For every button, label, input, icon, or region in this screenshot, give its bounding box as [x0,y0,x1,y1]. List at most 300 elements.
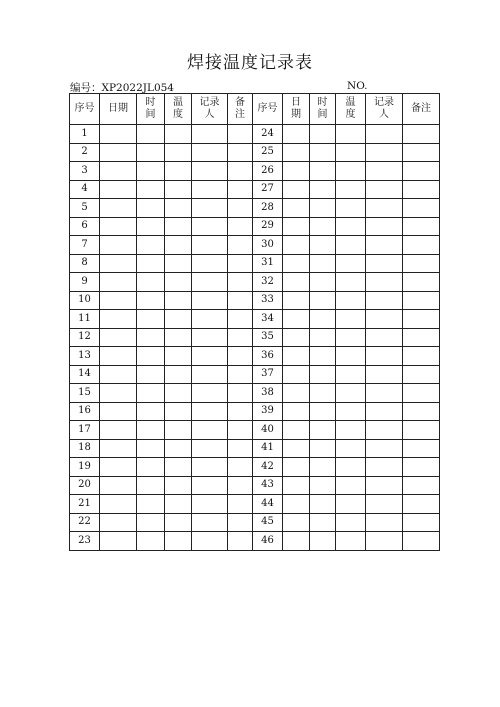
temperature-record-table [69,93,440,551]
temperature-cell[interactable] [336,254,366,273]
header-label: 温 [173,97,183,108]
temperature-cell[interactable] [336,532,366,551]
time-cell[interactable] [137,532,165,551]
time-cell[interactable] [137,384,165,403]
date-cell[interactable] [100,180,137,199]
date-cell[interactable] [100,273,137,292]
remarks-cell[interactable] [228,310,253,329]
remarks-cell[interactable] [228,199,253,218]
temperature-cell[interactable] [336,458,366,477]
time-cell[interactable] [310,162,336,181]
temperature-cell[interactable] [165,125,192,144]
date-cell[interactable] [100,439,137,458]
seq-number-cell: 41 [253,439,283,458]
temperature-cell[interactable] [165,254,192,273]
remarks-cell[interactable] [403,125,440,144]
recorder-cell[interactable] [192,273,228,292]
header-label: 序号 [257,103,278,114]
date-cell[interactable] [100,347,137,366]
seq-number-cell: 12 [70,328,100,347]
seq-number-cell: 35 [253,328,283,347]
remarks-cell[interactable] [403,421,440,440]
time-cell[interactable] [310,384,336,403]
remarks-cell[interactable] [403,236,440,255]
seq-number-cell: 44 [253,495,283,514]
remarks-cell[interactable] [403,199,440,218]
date-cell[interactable] [100,458,137,477]
remarks-cell[interactable] [228,291,253,310]
temperature-cell[interactable] [165,310,192,329]
table-row [70,217,440,236]
remarks-cell[interactable] [403,254,440,273]
remarks-cell[interactable] [228,532,253,551]
remarks-cell[interactable] [403,439,440,458]
remarks-cell[interactable] [403,458,440,477]
header-remarks-2 [403,94,440,125]
temperature-cell[interactable] [165,421,192,440]
table-row [70,495,440,514]
remarks-cell[interactable] [403,532,440,551]
document-number-label: NO. [347,80,368,92]
time-cell[interactable] [137,495,165,514]
temperature-cell[interactable] [165,402,192,421]
temperature-cell[interactable] [165,180,192,199]
remarks-cell[interactable] [403,291,440,310]
seq-number-cell: 7 [70,236,100,255]
date-cell[interactable] [283,162,310,181]
temperature-cell[interactable] [336,273,366,292]
temperature-cell[interactable] [336,217,366,236]
date-cell[interactable] [283,495,310,514]
seq-number-cell: 8 [70,254,100,273]
remarks-cell[interactable] [228,476,253,495]
recorder-cell[interactable] [366,384,403,403]
seq-number-cell: 6 [70,217,100,236]
time-cell[interactable] [310,365,336,384]
time-cell[interactable] [310,180,336,199]
time-cell[interactable] [137,402,165,421]
temperature-cell[interactable] [336,236,366,255]
seq-number-cell: 20 [70,476,100,495]
recorder-cell[interactable] [366,143,403,162]
date-cell[interactable] [283,439,310,458]
recorder-cell[interactable] [192,532,228,551]
temperature-cell[interactable] [165,217,192,236]
temperature-cell[interactable] [165,328,192,347]
recorder-cell[interactable] [366,273,403,292]
date-cell[interactable] [283,254,310,273]
remarks-cell[interactable] [228,180,253,199]
remarks-cell[interactable] [403,273,440,292]
table-row [70,236,440,255]
remarks-cell[interactable] [403,513,440,532]
date-cell[interactable] [283,421,310,440]
time-cell[interactable] [310,421,336,440]
header-temperature [165,94,192,125]
date-cell[interactable] [283,347,310,366]
temperature-cell[interactable] [165,143,192,162]
seq-number-cell: 1 [70,125,100,144]
date-cell[interactable] [100,236,137,255]
seq-number-cell: 22 [70,513,100,532]
date-cell[interactable] [100,365,137,384]
temperature-cell[interactable] [336,476,366,495]
seq-number-cell: 2 [70,143,100,162]
recorder-cell[interactable] [192,162,228,181]
time-cell[interactable] [137,236,165,255]
header-label: 日期 [108,103,128,114]
recorder-cell[interactable] [192,495,228,514]
remarks-cell[interactable] [228,125,253,144]
table-row [70,347,440,366]
date-cell[interactable] [283,180,310,199]
remarks-cell[interactable] [228,217,253,236]
header-label: 人 [379,109,389,120]
header-recorder [192,94,228,125]
remarks-cell[interactable] [228,458,253,477]
seq-number-cell: 28 [253,199,283,218]
time-cell[interactable] [137,421,165,440]
table-row [70,328,440,347]
header-label: 间 [317,109,328,120]
recorder-cell[interactable] [192,402,228,421]
temperature-cell[interactable] [336,513,366,532]
time-cell[interactable] [310,402,336,421]
seq-number-cell: 42 [253,458,283,477]
date-cell[interactable] [100,384,137,403]
time-cell[interactable] [310,291,336,310]
time-cell[interactable] [137,310,165,329]
date-cell[interactable] [283,476,310,495]
seq-number-cell: 29 [253,217,283,236]
table-row [70,291,440,310]
date-cell[interactable] [283,532,310,551]
remarks-cell[interactable] [228,495,253,514]
date-cell[interactable] [100,310,137,329]
recorder-cell[interactable] [366,199,403,218]
date-cell[interactable] [100,532,137,551]
date-cell[interactable] [100,291,137,310]
time-cell[interactable] [137,199,165,218]
recorder-cell[interactable] [366,310,403,329]
time-cell[interactable] [137,328,165,347]
remarks-cell[interactable] [403,365,440,384]
time-cell[interactable] [137,458,165,477]
remarks-cell[interactable] [403,217,440,236]
seq-number-cell: 11 [70,310,100,329]
time-cell[interactable] [137,180,165,199]
time-cell[interactable] [137,162,165,181]
temperature-cell[interactable] [165,513,192,532]
date-cell[interactable] [283,365,310,384]
temperature-cell[interactable] [336,365,366,384]
recorder-cell[interactable] [366,402,403,421]
time-cell[interactable] [310,310,336,329]
temperature-cell[interactable] [165,495,192,514]
recorder-cell[interactable] [366,421,403,440]
recorder-cell[interactable] [192,143,228,162]
time-cell[interactable] [310,236,336,255]
seq-number-cell: 34 [253,310,283,329]
header-label: 间 [145,109,156,120]
seq-number-cell: 40 [253,421,283,440]
recorder-cell[interactable] [192,328,228,347]
recorder-cell[interactable] [366,365,403,384]
temperature-cell[interactable] [165,199,192,218]
time-cell[interactable] [137,254,165,273]
seq-number-cell: 18 [70,439,100,458]
recorder-cell[interactable] [366,458,403,477]
temperature-cell[interactable] [336,143,366,162]
date-cell[interactable] [100,513,137,532]
recorder-cell[interactable] [366,162,403,181]
remarks-cell[interactable] [403,310,440,329]
date-cell[interactable] [283,217,310,236]
seq-number-cell: 17 [70,421,100,440]
date-cell[interactable] [283,310,310,329]
remarks-cell[interactable] [228,162,253,181]
seq-number-cell: 13 [70,347,100,366]
recorder-cell[interactable] [366,476,403,495]
time-cell[interactable] [310,125,336,144]
remarks-cell[interactable] [228,143,253,162]
date-cell[interactable] [283,458,310,477]
remarks-cell[interactable] [228,328,253,347]
header-recorder-2 [366,94,403,125]
header-label: 人 [204,109,215,120]
time-cell[interactable] [310,439,336,458]
time-cell[interactable] [137,476,165,495]
seq-number-cell: 21 [70,495,100,514]
time-cell[interactable] [310,495,336,514]
time-cell[interactable] [310,328,336,347]
temperature-cell[interactable] [336,384,366,403]
remarks-cell[interactable] [403,402,440,421]
remarks-cell[interactable] [228,513,253,532]
recorder-cell[interactable] [192,347,228,366]
remarks-cell[interactable] [403,495,440,514]
recorder-cell[interactable] [192,458,228,477]
time-cell[interactable] [310,476,336,495]
recorder-cell[interactable] [366,347,403,366]
temperature-cell[interactable] [165,532,192,551]
temperature-cell[interactable] [165,291,192,310]
remarks-cell[interactable] [228,365,253,384]
date-cell[interactable] [283,291,310,310]
time-cell[interactable] [137,365,165,384]
remarks-cell[interactable] [228,421,253,440]
remarks-cell[interactable] [403,384,440,403]
recorder-cell[interactable] [192,180,228,199]
recorder-cell[interactable] [366,439,403,458]
recorder-cell[interactable] [192,291,228,310]
date-cell[interactable] [283,143,310,162]
temperature-cell[interactable] [336,180,366,199]
seq-number-cell: 23 [70,532,100,551]
table-row [70,162,440,181]
seq-number-cell: 33 [253,291,283,310]
remarks-cell[interactable] [228,236,253,255]
table-row [70,199,440,218]
temperature-cell[interactable] [165,439,192,458]
seq-number-cell: 43 [253,476,283,495]
table-header-row [70,94,440,125]
recorder-cell[interactable] [366,532,403,551]
date-cell[interactable] [100,476,137,495]
recorder-cell[interactable] [192,513,228,532]
remarks-cell[interactable] [403,180,440,199]
date-cell[interactable] [283,273,310,292]
recorder-cell[interactable] [192,217,228,236]
temperature-cell[interactable] [165,273,192,292]
table-row [70,384,440,403]
date-cell[interactable] [100,421,137,440]
recorder-cell[interactable] [192,365,228,384]
recorder-cell[interactable] [192,476,228,495]
time-cell[interactable] [310,347,336,366]
temperature-cell[interactable] [165,236,192,255]
recorder-cell[interactable] [192,439,228,458]
time-cell[interactable] [310,143,336,162]
date-cell[interactable] [100,162,137,181]
temperature-cell[interactable] [165,476,192,495]
recorder-cell[interactable] [192,236,228,255]
remarks-cell[interactable] [228,273,253,292]
recorder-cell[interactable] [366,236,403,255]
date-cell[interactable] [283,236,310,255]
time-cell[interactable] [137,439,165,458]
temperature-cell[interactable] [336,328,366,347]
header-label: 记录 [374,97,394,108]
temperature-cell[interactable] [336,162,366,181]
seq-number-cell: 39 [253,402,283,421]
header-label: 记录 [199,97,220,108]
table-row [70,402,440,421]
temperature-cell[interactable] [165,365,192,384]
time-cell[interactable] [310,199,336,218]
remarks-cell[interactable] [228,347,253,366]
date-cell[interactable] [100,199,137,218]
time-cell[interactable] [137,347,165,366]
remarks-cell[interactable] [403,328,440,347]
date-cell[interactable] [283,199,310,218]
date-cell[interactable] [100,143,137,162]
table-row [70,310,440,329]
recorder-cell[interactable] [366,254,403,273]
table-row [70,476,440,495]
date-cell[interactable] [100,328,137,347]
date-cell[interactable] [283,513,310,532]
temperature-cell[interactable] [336,402,366,421]
recorder-cell[interactable] [192,384,228,403]
table-row [70,125,440,144]
time-cell[interactable] [137,273,165,292]
temperature-cell[interactable] [165,347,192,366]
time-cell[interactable] [310,254,336,273]
temperature-cell[interactable] [336,291,366,310]
header-label: 期 [291,109,301,120]
header-label: 序号 [74,103,95,114]
header-label: 度 [345,109,356,120]
temperature-cell[interactable] [165,162,192,181]
temperature-cell[interactable] [336,199,366,218]
time-cell[interactable] [310,532,336,551]
remarks-cell[interactable] [228,254,253,273]
recorder-cell[interactable] [366,328,403,347]
seq-number-cell: 45 [253,513,283,532]
recorder-cell[interactable] [366,125,403,144]
date-cell[interactable] [100,217,137,236]
temperature-cell[interactable] [336,310,366,329]
temperature-cell[interactable] [336,125,366,144]
time-cell[interactable] [310,458,336,477]
time-cell[interactable] [137,291,165,310]
temperature-cell[interactable] [165,384,192,403]
table-row [70,421,440,440]
temperature-cell[interactable] [336,421,366,440]
time-cell[interactable] [310,217,336,236]
recorder-cell[interactable] [192,310,228,329]
recorder-cell[interactable] [192,254,228,273]
recorder-cell[interactable] [192,199,228,218]
seq-number-cell: 26 [253,162,283,181]
table-row [70,254,440,273]
time-cell[interactable] [310,513,336,532]
remarks-cell[interactable] [403,476,440,495]
recorder-cell[interactable] [192,125,228,144]
header-date-2 [283,94,310,125]
header-label: 度 [173,109,183,120]
recorder-cell[interactable] [366,217,403,236]
temperature-cell[interactable] [336,439,366,458]
recorder-cell[interactable] [366,291,403,310]
date-cell[interactable] [283,384,310,403]
remarks-cell[interactable] [403,162,440,181]
table-row [70,365,440,384]
seq-number-cell: 38 [253,384,283,403]
table-row [70,439,440,458]
date-cell[interactable] [100,254,137,273]
recorder-cell[interactable] [366,495,403,514]
remarks-cell[interactable] [228,439,253,458]
temperature-cell[interactable] [336,495,366,514]
remarks-cell[interactable] [403,347,440,366]
recorder-cell[interactable] [366,180,403,199]
date-cell[interactable] [100,402,137,421]
table-row [70,458,440,477]
seq-number-cell: 16 [70,402,100,421]
date-cell[interactable] [283,125,310,144]
remarks-cell[interactable] [403,143,440,162]
date-cell[interactable] [283,328,310,347]
time-cell[interactable] [137,217,165,236]
remarks-cell[interactable] [228,402,253,421]
recorder-cell[interactable] [366,513,403,532]
recorder-cell[interactable] [192,421,228,440]
temperature-cell[interactable] [336,347,366,366]
remarks-cell[interactable] [228,384,253,403]
seq-number-cell: 3 [70,162,100,181]
temperature-cell[interactable] [165,458,192,477]
time-cell[interactable] [137,125,165,144]
time-cell[interactable] [137,513,165,532]
date-cell[interactable] [100,125,137,144]
time-cell[interactable] [310,273,336,292]
date-cell[interactable] [283,402,310,421]
time-cell[interactable] [137,143,165,162]
date-cell[interactable] [100,495,137,514]
seq-number-cell: 36 [253,347,283,366]
